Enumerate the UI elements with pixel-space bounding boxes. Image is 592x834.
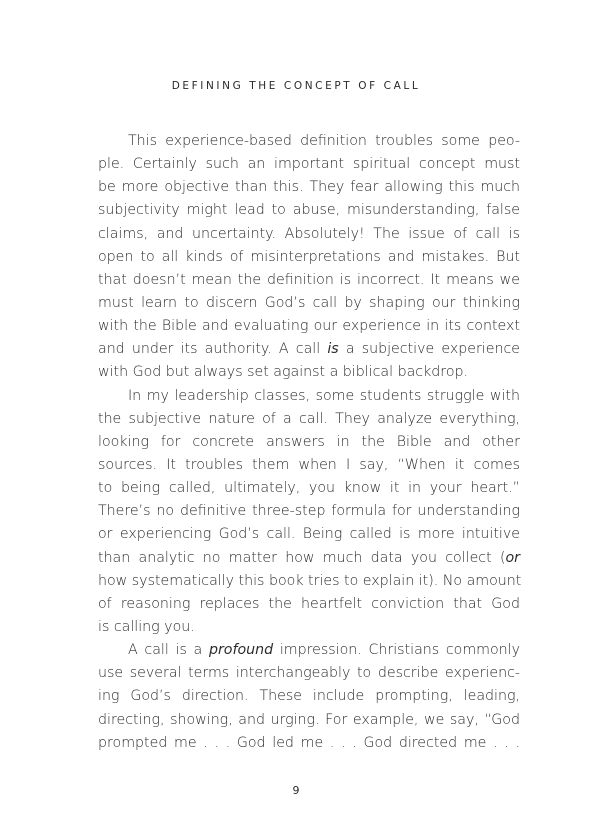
text-line: There’s no definitive three-step formula for understanding [98, 503, 520, 520]
text-line: how systematically this book tries to explain it). No amount [98, 572, 522, 589]
text-line: or experiencing God’s call. Being called is more intuitive [98, 526, 520, 543]
text-line: open to all kinds of misinterpretations and mistakes. But [98, 248, 520, 265]
text-line: that doesn’t mean the definition is incorrect. It means we [98, 271, 520, 288]
text-line: of reasoning replaces the heartfelt conviction that God [98, 595, 520, 612]
text-line: looking for concrete answers in the Bible and other [98, 433, 520, 450]
running-head: DEFINING THE CONCEPT OF CALL [171, 80, 421, 92]
text-segment: impression. Christians commonly [273, 642, 520, 659]
text-line: must learn to discern God’s call by shaping our thinking [98, 294, 520, 311]
text-line: subjectivity might lead to abuse, misunderstanding, false [98, 202, 520, 219]
text-line: sources. It troubles them when I say, “When it comes [98, 456, 520, 473]
italic-emphasis: is [327, 341, 339, 358]
text-line: This experience-based definition troubles some peo- [128, 133, 520, 149]
text-segment: A call is a [128, 642, 209, 659]
text-line: ple. Certainly such an important spiritual concept must [98, 156, 520, 173]
text-segment: and under its authority. A call [98, 341, 328, 358]
text-line: claims, and uncertainty. Absolutely! The issue of call is [98, 225, 520, 242]
text-line: with God but always set against a biblical backdrop. [98, 364, 469, 381]
text-line [98, 338, 520, 361]
italic-emphasis: profound [208, 642, 274, 659]
text-line: In my leadership classes, some students struggle with [128, 387, 520, 404]
text-line: with the Bible and evaluating our experience in its context [98, 318, 520, 335]
body-text [98, 130, 520, 755]
text-segment: a subjective experience [338, 341, 520, 358]
text-line: directing, showing, and urging. For example, we say, “God [98, 711, 520, 728]
italic-emphasis: or [505, 549, 520, 566]
text-line: the subjective nature of a call. They analyze everything, [98, 410, 520, 427]
text-line [98, 547, 520, 570]
text-segment: than analytic no matter how much data you collect ( [98, 549, 506, 566]
page-number: 9 [292, 784, 300, 797]
text-line [98, 639, 520, 662]
text-line: be more objective than this. They fear allowing this much [98, 179, 520, 196]
text-line: prompted me . . . God led me . . . God directed me . . . [98, 734, 520, 751]
text-line: to being called, ultimately, you know it in your heart.” [98, 480, 520, 497]
text-line: is calling you. [98, 618, 195, 635]
text-line: use several terms interchangeably to describe experienc- [98, 665, 520, 682]
text-line: ing God’s direction. These include prompting, leading, [98, 688, 520, 705]
